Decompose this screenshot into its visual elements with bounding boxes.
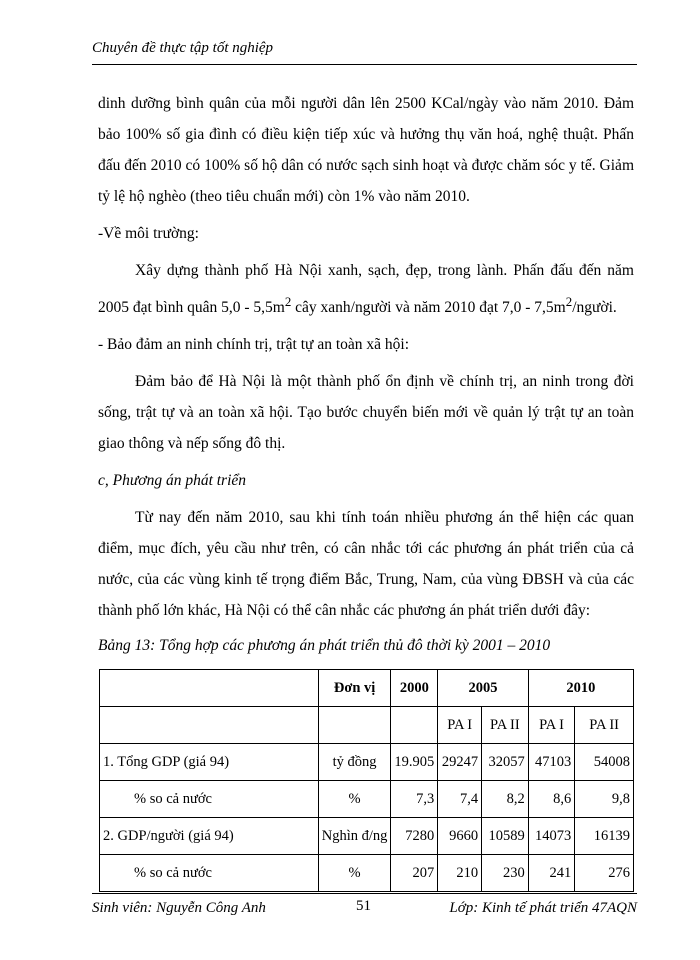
env-text-b: cây xanh/người và năm 2010 đạt 7,0 - 7,5m [291, 299, 566, 317]
page-footer [92, 896, 637, 918]
development-table [99, 669, 634, 892]
cell-2000: 207 [391, 855, 438, 892]
heading-environment: -Về môi trường: [98, 225, 199, 242]
table-row [100, 855, 634, 892]
header-2010: 2010 [528, 670, 633, 707]
heading-security: - Bảo đảm an ninh chính trị, trật tự an toàn xã hội: [98, 336, 410, 354]
table-row [100, 818, 634, 855]
subheader-empty-unit [318, 707, 391, 744]
cell-2010-pa2: 16139 [575, 818, 634, 855]
section-c-heading: c, Phương án phát triển [98, 472, 247, 490]
row-label: % so cả nước [100, 855, 319, 892]
paragraph-security: Đảm bảo để Hà Nội là một thành phố ổn định về chính trị, an ninh trong đời sống, trật tự và an toàn xã hội. Tạo bước chuyển biến mới về quản lý trật tự an toàn giao thông và nếp sống đô thị. [98, 373, 634, 453]
subheader-2010-pa2: PA II [575, 707, 634, 744]
cell-2010-pa2: 9,8 [575, 781, 634, 818]
row-unit: % [318, 855, 391, 892]
row-unit: % [318, 781, 391, 818]
cell-2000: 7280 [391, 818, 438, 855]
table-row [100, 744, 634, 781]
cell-2010-pa1: 8,6 [528, 781, 575, 818]
header-2000: 2000 [391, 670, 438, 707]
subheader-empty-label [100, 707, 319, 744]
table-row [100, 781, 634, 818]
superscript-2b: 2 [565, 294, 573, 309]
cell-2005-pa2: 8,2 [482, 781, 529, 818]
env-text-c: /người. [572, 299, 617, 317]
page-header: Chuyên đề thực tập tốt nghiệp [92, 40, 274, 56]
cell-2005-pa2: 10589 [482, 818, 529, 855]
cell-2000: 19.905 [391, 744, 438, 781]
cell-2010-pa1: 241 [528, 855, 575, 892]
footer-class: Lớp: Kinh tế phát triển 47AQN [449, 900, 637, 916]
header-empty-cell [100, 670, 319, 707]
subheader-2005-pa2: PA II [482, 707, 529, 744]
footer-divider [92, 893, 637, 894]
subheader-empty-2000 [391, 707, 438, 744]
table-header-row [100, 670, 634, 707]
row-unit: tỷ đồng [318, 744, 391, 781]
header-unit: Đơn vị [318, 670, 391, 707]
document-body [98, 88, 634, 892]
subheader-2005-pa1: PA I [438, 707, 482, 744]
subheader-2010-pa1: PA I [528, 707, 575, 744]
row-label: 2. GDP/người (giá 94) [100, 818, 319, 855]
row-label: 1. Tổng GDP (giá 94) [100, 744, 319, 781]
cell-2005-pa1: 29247 [438, 744, 482, 781]
cell-2010-pa1: 14073 [528, 818, 575, 855]
paragraph-development: Từ nay đến năm 2010, sau khi tính toán nhiều phương án thể hiện các quan điểm, mục đích, yêu cầu như trên, có cân nhắc tới các phương án phát triển của cả nước, của các vùng kinh tế trọng điểm Bắc, Trung, Nam, của vùng ĐBSH và của các thành phố lớn khác, Hà Nội có thể cân nhắc các phương án phát triển dưới đây: [98, 509, 634, 620]
cell-2005-pa2: 230 [482, 855, 529, 892]
cell-2010-pa2: 54008 [575, 744, 634, 781]
paragraph-nutrition: dinh dưỡng bình quân của mỗi người dân lên 2500 KCal/ngày vào năm 2010. Đảm bảo 100% số gia đình có điều kiện tiếp xúc và hưởng thụ văn hoá, nghệ thuật. Phấn đấu đến 2010 có 100% số hộ dân có nước sạch sinh hoạt và được chăm sóc y tế. Giảm tỷ lệ hộ nghèo (theo tiêu chuẩn mới) còn 1% vào năm 2010. [98, 95, 634, 205]
page-number: 51 [356, 898, 371, 914]
superscript-2a: 2 [284, 294, 292, 309]
table-subheader-row [100, 707, 634, 744]
header-2005: 2005 [438, 670, 528, 707]
paragraph-environment [98, 255, 634, 323]
cell-2005-pa1: 210 [438, 855, 482, 892]
cell-2010-pa1: 47103 [528, 744, 575, 781]
header-divider [92, 64, 637, 65]
cell-2005-pa2: 32057 [482, 744, 529, 781]
row-label: % so cả nước [100, 781, 319, 818]
footer-student: Sinh viên: Nguyễn Công Anh [92, 900, 266, 916]
cell-2005-pa1: 7,4 [438, 781, 482, 818]
env-text-a: Xây dựng thành phố Hà Nội xanh, sạch, đẹp, trong lành. Phấn đấu đến năm 2005 đạt bình quân 5,0 - 5,5m [98, 262, 634, 317]
cell-2010-pa2: 276 [575, 855, 634, 892]
row-unit: Nghìn đ/ng [318, 818, 391, 855]
cell-2000: 7,3 [391, 781, 438, 818]
table-caption: Bảng 13: Tổng hợp các phương án phát triển thủ đô thời kỳ 2001 – 2010 [98, 637, 551, 655]
cell-2005-pa1: 9660 [438, 818, 482, 855]
